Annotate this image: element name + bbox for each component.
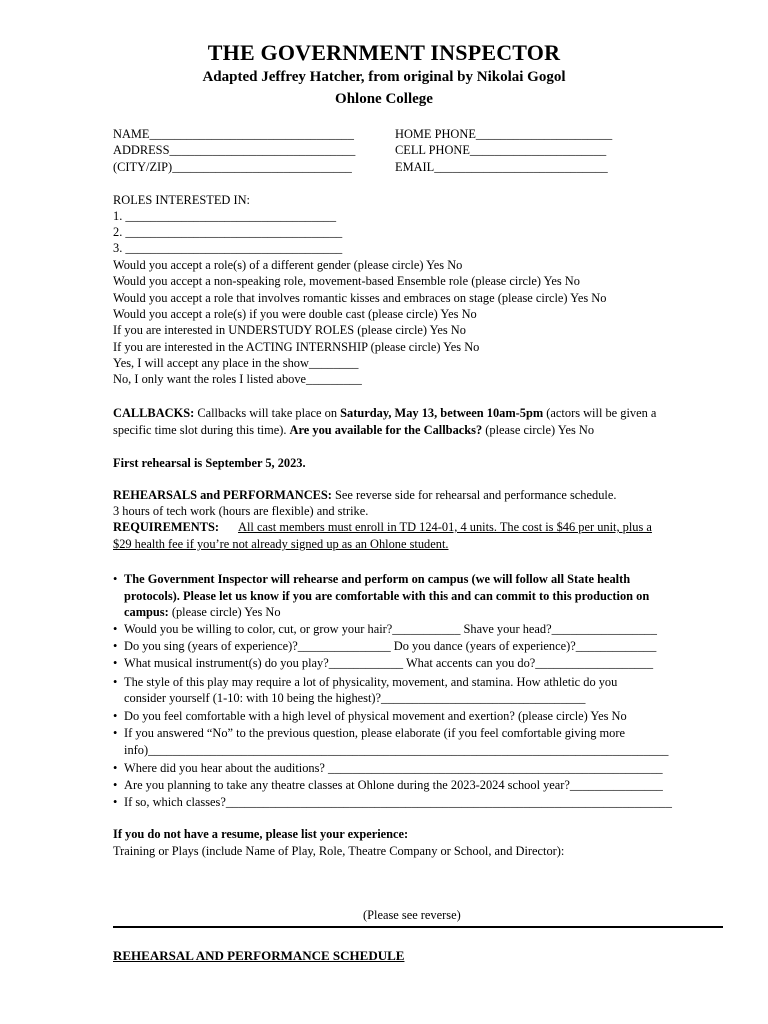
document-subtitle: Adapted Jeffrey Hatcher, from original by Nikolai Gogol <box>202 69 566 85</box>
bullet: • <box>113 572 118 586</box>
sing-dance-question[interactable]: Do you sing (years of experience)?_______________ Do you dance (years of experience)?_____________ <box>124 639 657 653</box>
theatre-classes-question[interactable]: Are you planning to take any theatre classes at Ohlone during the 2023-2024 school year?_______________ <box>124 778 663 792</box>
city-zip-field[interactable]: (CITY/ZIP)_____________________________ <box>113 160 352 174</box>
question-kisses: Would you accept a role that involves romantic kisses and embraces on stage (please circle) Yes No <box>113 291 607 305</box>
email-field[interactable]: EMAIL____________________________ <box>395 160 608 174</box>
college-name: Ohlone College <box>335 91 433 107</box>
campus-question-2: protocols). Please let us know if you are comfortable with this and can commit to this production on <box>124 589 650 603</box>
callbacks-line-1 <box>113 406 656 421</box>
experience-heading: If you do not have a resume, please list your experience: <box>113 827 409 841</box>
campus-label: campus: <box>124 605 169 619</box>
elaborate-question-2[interactable]: info)____________________________________________________________________________________ <box>124 743 669 757</box>
movement-question: Do you feel comfortable with a high level of physical movement and exertion? (please circle) Yes No <box>124 709 627 723</box>
bullet: • <box>113 795 118 809</box>
cell-phone-field[interactable]: CELL PHONE______________________ <box>395 143 607 157</box>
schedule-heading: REHEARSAL AND PERFORMANCE SCHEDULE <box>113 948 405 963</box>
roles-heading: ROLES INTERESTED IN: <box>113 193 250 207</box>
question-only-listed[interactable]: No, I only want the roles I listed above_________ <box>113 372 362 386</box>
rehearsals-line <box>113 488 616 503</box>
question-any-place[interactable]: Yes, I will accept any place in the show________ <box>113 356 359 370</box>
address-field[interactable]: ADDRESS______________________________ <box>113 143 356 157</box>
bullet: • <box>113 639 118 653</box>
callbacks-date: Saturday, May 13, between 10am-5pm <box>340 406 544 420</box>
bullet: • <box>113 709 118 723</box>
home-phone-field[interactable]: HOME PHONE______________________ <box>395 127 613 141</box>
question-ensemble: Would you accept a non-speaking role, movement-based Ensemble role (please circle) Yes No <box>113 274 580 288</box>
campus-question-1: The Government Inspector will rehearse and perform on campus (we will follow all State health <box>124 572 631 586</box>
requirements-text: All cast members must enroll in TD 124-01, 4 units. The cost is $46 per unit, plus a <box>238 520 652 534</box>
divider-rule <box>113 926 723 928</box>
athletic-question-1: The style of this play may require a lot of physicality, movement, and stamina. How athletic do you <box>124 675 618 689</box>
callbacks-text-3: specific time slot during this time). <box>113 423 290 437</box>
name-field[interactable]: NAME_________________________________ <box>113 127 354 141</box>
question-understudy: If you are interested in UNDERSTUDY ROLES (please circle) Yes No <box>113 323 466 337</box>
bullet: • <box>113 675 118 689</box>
experience-text: Training or Plays (include Name of Play, Role, Theatre Company or School, and Director): <box>113 844 565 858</box>
first-rehearsal: First rehearsal is September 5, 2023. <box>113 456 306 470</box>
hair-question[interactable]: Would you be willing to color, cut, or grow your hair?___________ Shave your head?_________________ <box>124 622 657 636</box>
instrument-question[interactable]: What musical instrument(s) do you play?____________ What accents can you do?___________________ <box>124 656 654 670</box>
tech-work-line: 3 hours of tech work (hours are flexible) and strike. <box>113 504 369 518</box>
see-reverse-note: (Please see reverse) <box>363 908 461 922</box>
callbacks-text: Callbacks will take place on <box>194 406 341 420</box>
role-line-3[interactable]: 3. ___________________________________ <box>113 241 343 255</box>
role-line-1[interactable]: 1. __________________________________ <box>113 209 337 223</box>
bullet: • <box>113 656 118 670</box>
callbacks-text-2: (actors will be given a <box>543 406 657 420</box>
question-double-cast: Would you accept a role(s) if you were double cast (please circle) Yes No <box>113 307 477 321</box>
rehearsals-label: REHEARSALS and PERFORMANCES: <box>113 488 332 502</box>
requirements-line <box>113 520 652 535</box>
bullet: • <box>113 726 118 740</box>
callbacks-line-2 <box>113 423 594 438</box>
auditions-source-question[interactable]: Where did you hear about the auditions? ______________________________________________________ <box>124 761 663 775</box>
campus-answer: (please circle) Yes No <box>168 605 281 619</box>
elaborate-question-1: If you answered “No” to the previous question, please elaborate (if you feel comfortable giving more <box>124 726 625 740</box>
campus-question-3 <box>124 605 281 620</box>
requirements-label: REQUIREMENTS: <box>113 520 220 534</box>
callbacks-answer: (please circle) Yes No <box>482 423 595 437</box>
question-internship: If you are interested in the ACTING INTERNSHIP (please circle) Yes No <box>113 340 480 354</box>
question-gender: Would you accept a role(s) of a different gender (please circle) Yes No <box>113 258 463 272</box>
requirements-text-2: $29 health fee if you’re not already signed up as an Ohlone student. <box>113 537 449 551</box>
which-classes-question[interactable]: If so, which classes?________________________________________________________________________ <box>124 795 672 809</box>
bullet: • <box>113 778 118 792</box>
callbacks-label: CALLBACKS: <box>113 406 195 420</box>
bullet: • <box>113 622 118 636</box>
callbacks-question: Are you available for the Callbacks? <box>289 423 483 437</box>
role-line-2[interactable]: 2. ___________________________________ <box>113 225 343 239</box>
athletic-question-2[interactable]: consider yourself (1-10: with 10 being the highest)?_________________________________ <box>124 691 586 705</box>
rehearsals-text: See reverse side for rehearsal and performance schedule. <box>331 488 617 502</box>
bullet: • <box>113 761 118 775</box>
document-title: THE GOVERNMENT INSPECTOR <box>207 40 561 65</box>
